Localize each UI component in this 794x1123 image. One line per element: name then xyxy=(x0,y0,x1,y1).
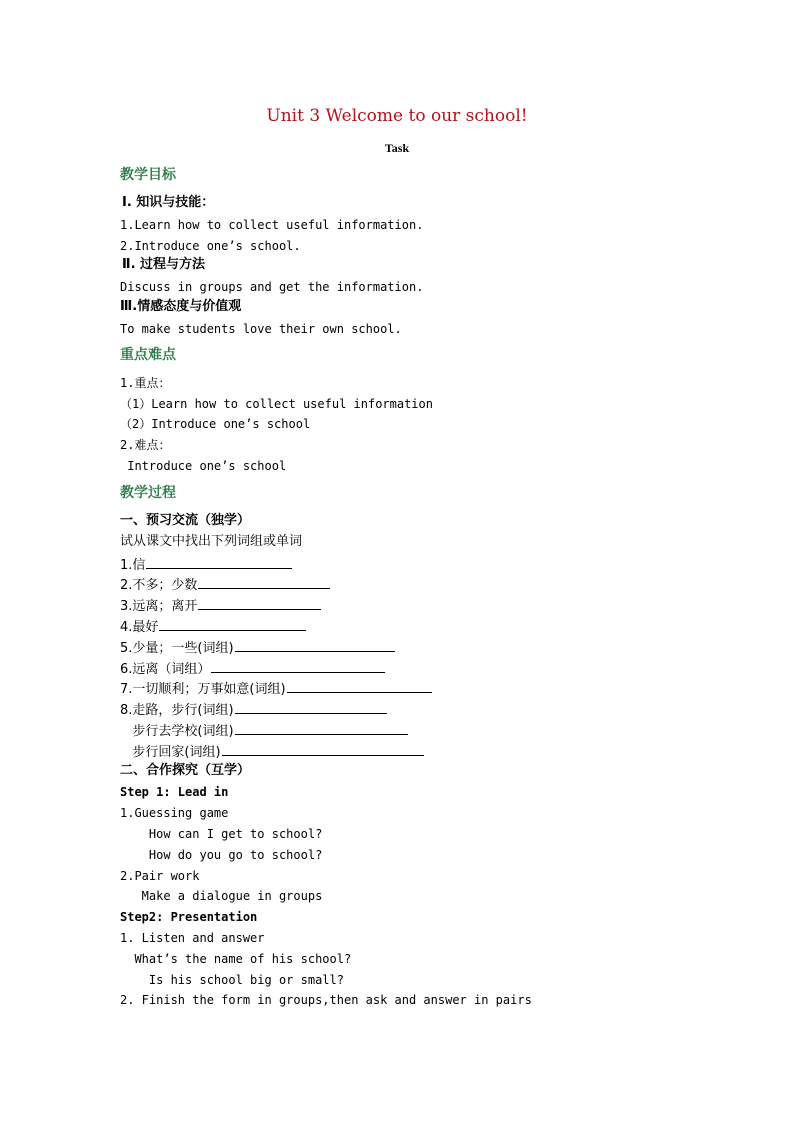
step2-line: Is his school big or small? xyxy=(120,973,344,987)
blank-item: 4.最好 xyxy=(120,618,306,634)
skills-item-2: 2.Introduce one’s school. xyxy=(120,239,301,253)
document-subtitle: Task xyxy=(384,141,410,155)
answer-blank[interactable] xyxy=(198,597,321,610)
step1-line: How can I get to school? xyxy=(120,827,323,841)
skills-item-1: 1.Learn how to collect useful information. xyxy=(120,218,424,232)
objectives-heading: 教学目标 xyxy=(120,167,176,183)
blank-item: 2.不多；少数 xyxy=(120,576,330,592)
focus-item-1: （1）Learn how to collect useful information xyxy=(120,397,433,411)
answer-blank[interactable] xyxy=(146,556,292,569)
step1-heading: Step 1: Lead in xyxy=(120,785,229,799)
part2-heading: 二、合作探究（互学） xyxy=(120,763,251,778)
attitude-text: To make students love their own school. xyxy=(120,322,402,336)
key-points-heading: 重点难点 xyxy=(120,347,176,363)
focus-item-2: （2）Introduce one’s school xyxy=(120,417,311,431)
answer-blank[interactable] xyxy=(211,660,385,673)
skills-heading: Ⅰ. 知识与技能： xyxy=(122,195,215,210)
difficulty-label: 2.难点： xyxy=(120,438,171,452)
step1-line: Make a dialogue in groups xyxy=(120,889,323,903)
document-title: Unit 3 Welcome to our school! xyxy=(266,106,528,126)
step2-line: 2. Finish the form in groups,then ask and answer in pairs xyxy=(120,993,532,1007)
blank-item: 步行去学校(词组) xyxy=(120,722,408,738)
answer-blank[interactable] xyxy=(159,618,306,631)
answer-blank[interactable] xyxy=(287,680,432,693)
process-heading: 教学过程 xyxy=(120,485,176,501)
blank-item: 1.信 xyxy=(120,556,292,572)
focus-label: 1.重点： xyxy=(120,376,171,390)
step2-line: 1. Listen and answer xyxy=(120,931,265,945)
difficulty-item: Introduce one’s school xyxy=(120,459,287,473)
answer-blank[interactable] xyxy=(235,701,387,714)
blank-item: 8.走路，步行(词组) xyxy=(120,701,387,717)
blank-item: 步行回家(词组) xyxy=(120,743,424,759)
blank-item: 5.少量；一些(词组) xyxy=(120,639,395,655)
step1-line: How do you go to school? xyxy=(120,848,323,862)
part1-heading: 一、预习交流（独学） xyxy=(120,513,251,528)
step1-line: 1.Guessing game xyxy=(120,806,229,820)
blank-item: 6.远离（词组） xyxy=(120,660,385,676)
process-method-heading: Ⅱ. 过程与方法 xyxy=(122,257,206,272)
step1-line: 2.Pair work xyxy=(120,869,200,883)
answer-blank[interactable] xyxy=(235,639,395,652)
blank-item: 3.远离；离开 xyxy=(120,597,321,613)
blank-item: 7.一切顺利；万事如意(词组) xyxy=(120,680,432,696)
answer-blank[interactable] xyxy=(235,722,408,735)
process-method-text: Discuss in groups and get the information. xyxy=(120,280,424,294)
attitude-heading: Ⅲ.情感态度与价值观 xyxy=(120,299,242,314)
answer-blank[interactable] xyxy=(198,576,330,589)
answer-blank[interactable] xyxy=(222,743,424,756)
step2-line: What’s the name of his school? xyxy=(120,952,352,966)
step2-heading: Step2: Presentation xyxy=(120,910,258,924)
part1-instruction: 试从课文中找出下列词组或单词 xyxy=(120,534,303,549)
